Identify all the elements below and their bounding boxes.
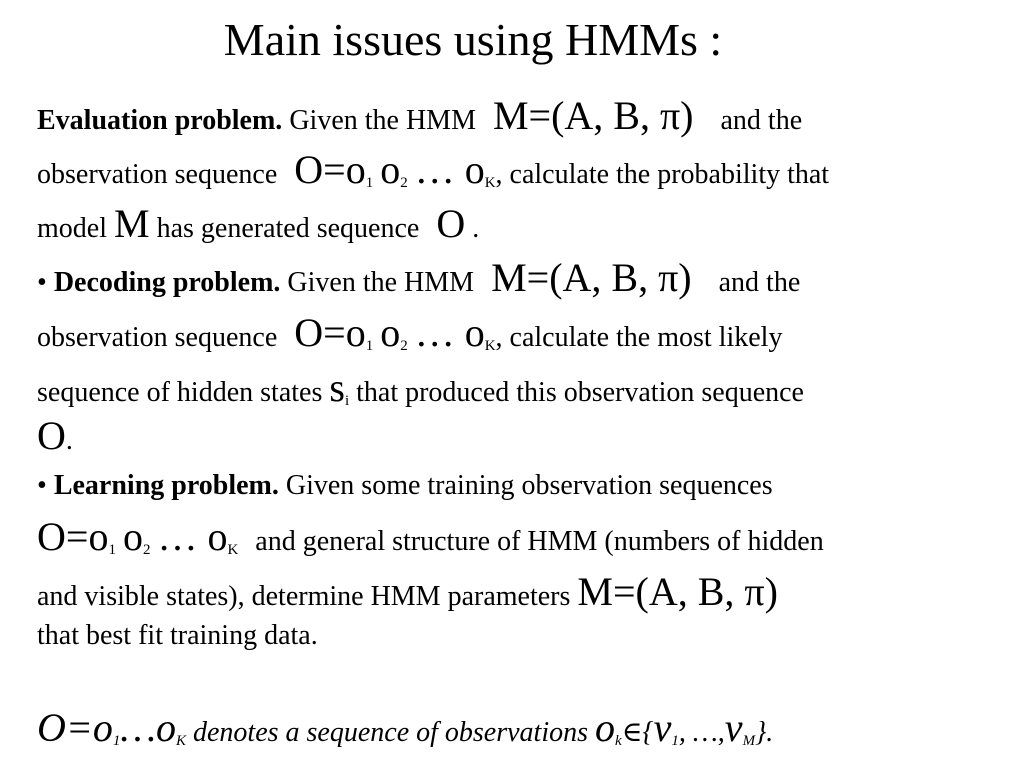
subscript-m: M [742,733,756,749]
decoding-heading: Decoding problem. [53,267,281,298]
learning-line-3 [37,570,778,619]
decoding-text-2: , calculate the most likely [495,322,783,353]
subscript-1: 1 [671,733,679,749]
sequence-formula-o2: o [380,310,401,355]
sequence-symbol: O [436,201,466,246]
decoding-line-2 [37,311,782,368]
notation-close: }. [755,717,774,748]
sequence-symbol: O [37,413,66,458]
learning-line-4 [37,614,318,658]
decoding-line-4 [37,414,73,463]
bullet: • [37,470,47,501]
sequence-formula-o2: o [122,514,143,559]
evaluation-line-2 [37,148,829,205]
notation-ellipsis: , …, [678,717,725,748]
and-the-text: and the [718,267,801,298]
decoding-text-3: sequence of hidden states [37,377,323,408]
evaluation-text-3: has generated sequence [156,213,420,244]
sequence-formula-o: O=o [294,147,366,192]
bullet: • [37,267,47,298]
sequence-formula-ok: … o [414,310,485,355]
notation-text: denotes a sequence of observations [192,717,589,748]
learning-text-4: that best fit training data. [37,620,318,651]
notation-ok: …o [120,705,176,750]
subscript-k: K [484,338,496,354]
model-word: model [37,213,107,244]
subscript-1: 1 [108,542,116,558]
decoding-line-3 [37,366,804,423]
learning-line-2 [37,515,824,572]
notation-vm: v [724,705,743,750]
sequence-formula-ok: … o [414,147,485,192]
notation-ok-symbol: o [595,705,616,750]
state-symbol: s [329,365,345,410]
subscript-k: K [484,175,496,191]
subscript-1: 1 [112,733,121,749]
learning-line-1 [37,464,773,508]
subscript-k: k [615,733,622,749]
period: . [65,425,73,456]
subscript-k: K [175,733,186,749]
model-formula: M=(A, B, π) [492,93,694,138]
notation-o: O=o [37,705,113,750]
subscript-k: K [227,542,239,558]
sequence-formula-o: O=o [294,310,366,355]
observation-sequence-label: observation sequence [37,322,278,353]
slide-title: Main issues using HMMs : [223,14,723,65]
model-formula: M=(A, B, π) [491,255,692,300]
subscript-1: 1 [365,338,374,354]
learning-text-3: and visible states), determine HMM parameters [37,581,571,612]
evaluation-line-3 [37,202,479,251]
decoding-text-4: that produced this observation sequence [356,377,804,408]
learning-heading: Learning problem. [53,470,279,501]
notation-line [37,706,773,763]
notation-v1: v [653,705,672,750]
evaluation-text-2: , calculate the probability that [495,159,830,190]
learning-text-2: and general structure of HMM (numbers of hidden [255,526,824,557]
decoding-text: Given the HMM [287,267,475,298]
model-formula: M=(A, B, π) [577,569,778,614]
sequence-formula-ok: … o [157,514,228,559]
evaluation-heading: Evaluation problem. [37,105,283,136]
element-of-symbol: ∈{ [621,717,654,748]
subscript-2: 2 [400,338,408,354]
sequence-formula-o2: o [380,147,401,192]
subscript-1: 1 [365,175,374,191]
sequence-formula-o: O=o [37,514,109,559]
subscript-2: 2 [142,542,151,558]
evaluation-text: Given the HMM [289,105,476,136]
subscript-2: 2 [400,175,408,191]
observation-sequence-label: observation sequence [37,159,278,190]
decoding-line-1 [37,256,800,305]
model-symbol: M [114,201,150,246]
evaluation-line-1 [37,94,802,143]
subscript-i: i [344,393,350,409]
and-the-text: and the [720,105,803,136]
period: . [472,213,480,244]
learning-text: Given some training observation sequences [285,470,773,501]
